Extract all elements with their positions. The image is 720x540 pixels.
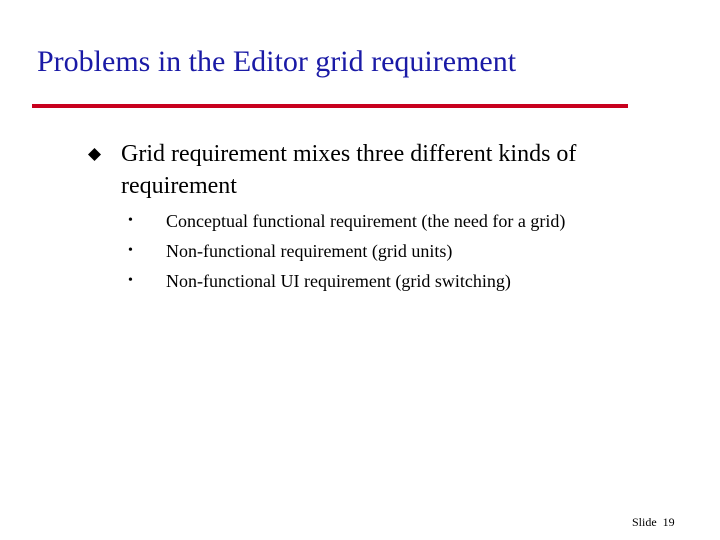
slide-number: 19: [662, 515, 675, 529]
slide-footer: [632, 515, 675, 529]
sub-bullet-text: Conceptual functional requirement (the need for a grid): [166, 211, 566, 231]
slide-label: Slide: [632, 515, 657, 529]
slide-title: Problems in the Editor grid requirement: [37, 45, 517, 78]
bullet-dot-icon: •: [128, 243, 133, 258]
sub-bullet-text: Non-functional UI requirement (grid switching): [166, 271, 511, 291]
diamond-bullet-icon: [88, 148, 101, 161]
title-divider: [32, 104, 628, 108]
sub-bullet-text: Non-functional requirement (grid units): [166, 241, 453, 261]
bullet-dot-icon: •: [128, 273, 133, 288]
bullet-dot-icon: •: [128, 213, 133, 228]
main-bullet-text: Grid requirement mixes three different kinds of requirement: [121, 141, 577, 199]
